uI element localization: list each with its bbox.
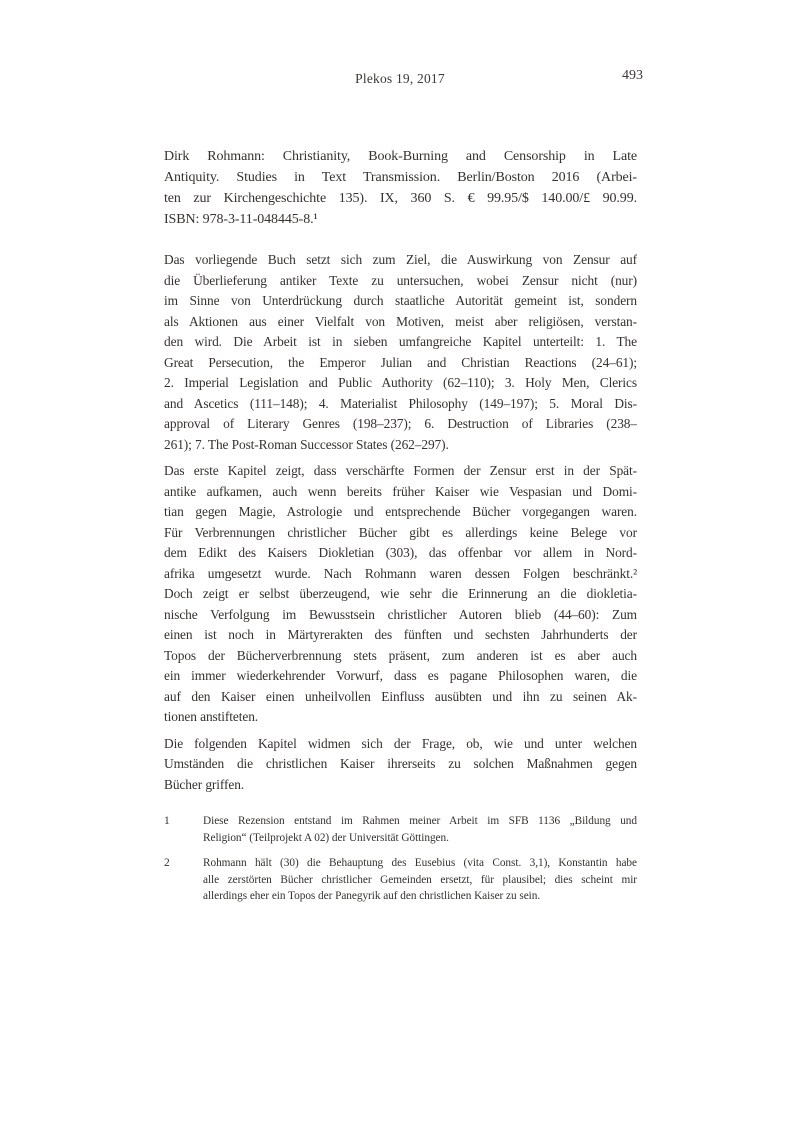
text-line: Diese Rezension entstand im Rahmen meiner Arbeit im SFB 1136 „Bildung und bbox=[203, 815, 637, 827]
text-line: dem Edikt des Kaisers Diokletian (303), das offenbar vor allem in Nord- bbox=[164, 545, 637, 560]
footnote-text bbox=[203, 813, 637, 846]
text-line: tionen anstifteten. bbox=[164, 709, 259, 724]
text-line: Das vorliegende Buch setzt sich zum Ziel, die Auswirkung von Zensur auf bbox=[164, 252, 637, 267]
text-line: Das erste Kapitel zeigt, dass verschärfte Formen der Zensur erst in der Spät- bbox=[164, 463, 637, 478]
text-line: einen ist noch in Märtyrerakten des fünften und sechsten Jahrhunderts der bbox=[164, 627, 637, 642]
text-line: als Aktionen aus einer Vielfalt von Motiven, meist aber religiösen, verstan- bbox=[164, 313, 637, 329]
text-line: den wird. Die Arbeit ist in sieben umfangreiche Kapitel unterteilt: 1. The bbox=[164, 334, 637, 349]
text-line: Die folgenden Kapitel widmen sich der Frage, ob, wie und unter welchen bbox=[164, 735, 637, 751]
review-paragraph bbox=[164, 250, 637, 455]
footnote bbox=[164, 813, 637, 846]
text-line: im Sinne von Unterdrückung durch staatliche Autorität gemeint ist, sondern bbox=[164, 293, 637, 308]
text-line: Für Verbrennungen christlicher Bücher gibt es allerdings keine Belege vor bbox=[164, 524, 637, 540]
text-line: ten zur Kirchengeschichte 135). IX, 360 S. € 99.95/$ 140.00/£ 90.99. bbox=[164, 191, 637, 206]
text-line: die Überlieferung antiker Texte zu untersuchen, wobei Zensur nicht (nur) bbox=[164, 272, 637, 288]
footnote bbox=[164, 855, 637, 905]
footnote-marker: 1 bbox=[164, 815, 170, 827]
text-line: Bücher griffen. bbox=[164, 776, 245, 792]
review-paragraph bbox=[164, 734, 637, 796]
review-paragraphs bbox=[164, 250, 637, 795]
footnotes-block bbox=[164, 813, 637, 905]
text-line: antike aufkamen, auch wenn bereits früher Kaiser wie Vespasian und Domi- bbox=[164, 483, 637, 499]
text-line: Religion“ (Teilprojekt A 02) der Universität Göttingen. bbox=[203, 831, 449, 844]
text-line: Antiquity. Studies in Text Transmission. Berlin/Boston 2016 (Arbei- bbox=[164, 170, 637, 185]
text-line: tian gegen Magie, Astrologie und entsprechende Bücher vorgegangen waren. bbox=[164, 504, 637, 519]
text-line: alle zerstörten Bücher christlicher Gemeinden ersetzt, für plausibel; dies scheint mir bbox=[203, 873, 637, 886]
running-header bbox=[0, 68, 800, 89]
text-line: 2. Imperial Legislation and Public Authority (62–110); 3. Holy Men, Clerics bbox=[164, 375, 637, 390]
text-line: afrika umgesetzt wurde. Nach Rohmann waren dessen Folgen beschränkt.² bbox=[164, 565, 637, 581]
text-line: Dirk Rohmann: Christianity, Book-Burning and Censorship in Late bbox=[164, 149, 637, 164]
text-line: allerdings eher ein Topos der Panegyrik auf den christlichen Kaiser zu sein. bbox=[203, 890, 541, 902]
text-line: Rohmann hält (30) die Behauptung des Eusebius (vita Const. 3,1), Konstantin habe bbox=[203, 857, 637, 869]
text-line: ISBN: 978-3-11-048445-8.¹ bbox=[164, 212, 318, 227]
text-line: approval of Literary Genres (198–237); 6. Destruction of Libraries (238– bbox=[164, 416, 637, 431]
text-line: ein immer wiederkehrender Vorwurf, dass es pagane Philosophen waren, die bbox=[164, 668, 637, 683]
text-line: Umständen die christlichen Kaiser ihrerseits zu solchen Maßnahmen gegen bbox=[164, 756, 637, 771]
text-line: Doch zeigt er selbst überzeugend, wie sehr die Erinnerung an die diokletia- bbox=[164, 586, 637, 601]
text-line: Great Persecution, the Emperor Julian and Christian Reactions (24–61); bbox=[164, 354, 637, 370]
book-citation bbox=[164, 146, 637, 230]
text-line: auf den Kaiser einen unheilvollen Einfluss ausübten und ihn zu seinen Ak- bbox=[164, 688, 637, 704]
review-body bbox=[164, 146, 637, 914]
text-line: nische Verfolgung im Bewusstsein christlicher Autoren blieb (44–60): Zum bbox=[164, 606, 637, 622]
review-paragraph bbox=[164, 461, 637, 728]
page-number: 493 bbox=[622, 68, 643, 83]
footnote-marker: 2 bbox=[164, 857, 170, 869]
text-line: and Ascetics (111–148); 4. Materialist Philosophy (149–197); 5. Moral Dis- bbox=[164, 395, 637, 411]
journal-title: Plekos 19, 2017 bbox=[355, 71, 445, 86]
footnote-text bbox=[203, 855, 637, 905]
text-line: 261); 7. The Post-Roman Successor States (262–297). bbox=[164, 436, 449, 452]
text-line: Topos der Bücherverbrennung stets präsent, zum anderen ist es aber auch bbox=[164, 647, 637, 663]
